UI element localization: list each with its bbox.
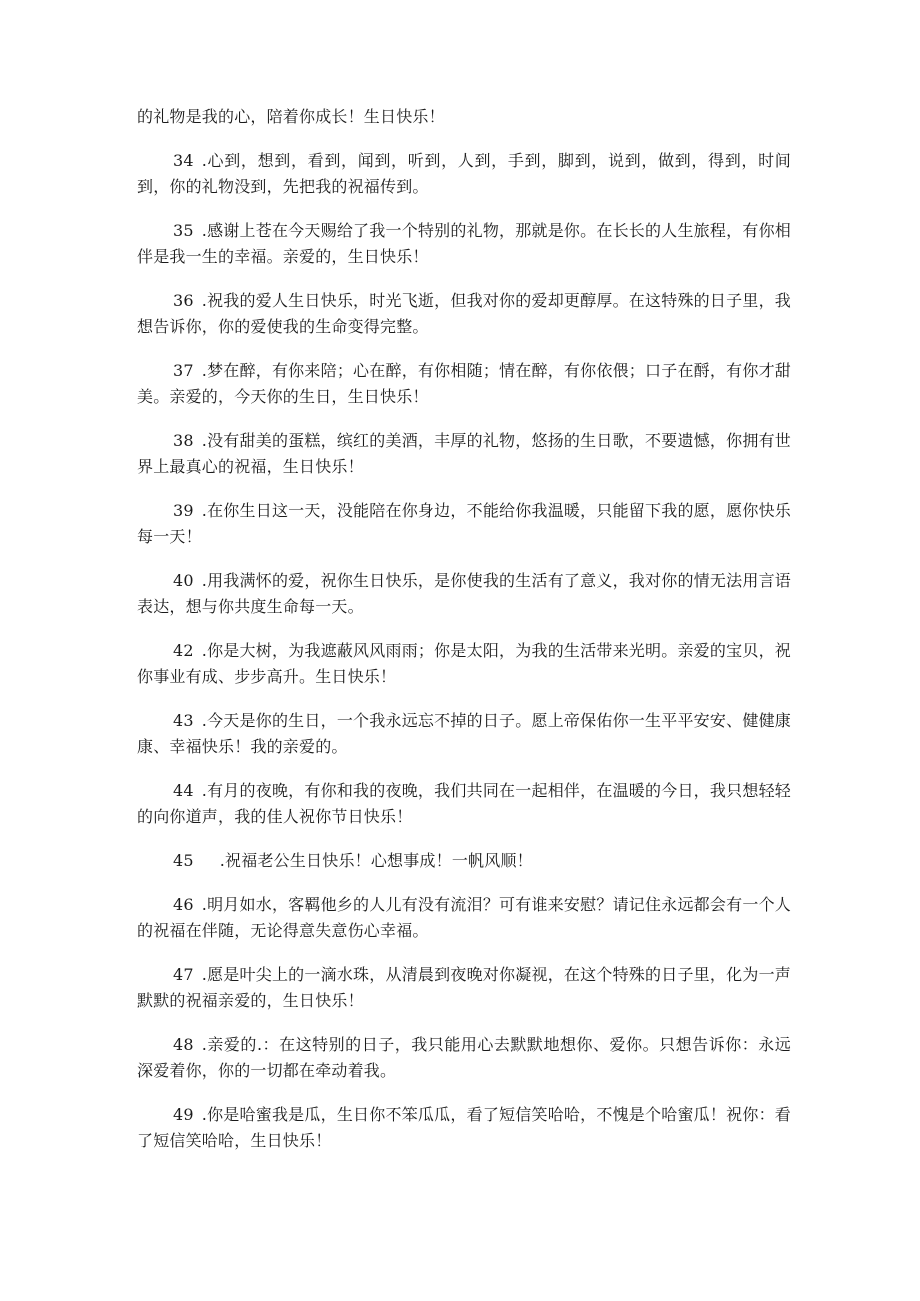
list-item — [137, 288, 791, 340]
item-number: 45 — [173, 851, 194, 870]
item-text: .祝福老公生日快乐！心想事成！一帆风顺！ — [219, 851, 533, 870]
item-number: 47 — [173, 965, 194, 984]
item-text: .你是大树，为我遮蔽风风雨雨；你是太阳，为我的生活带来光明。亲爱的宝贝，祝你事业有成、步步高升。生日快乐！ — [137, 641, 791, 686]
list-item — [137, 1102, 791, 1154]
item-text: .明月如水，客羁他乡的人儿有没有流泪？可有谁来安慰？请记住永远都会有一个人的祝福在伴随，无论得意失意伤心幸福。 — [137, 895, 791, 940]
item-number: 40 — [173, 571, 194, 590]
item-number: 38 — [173, 431, 194, 450]
list-item — [137, 358, 791, 410]
item-text: .愿是叶尖上的一滴水珠，从清晨到夜晚对你凝视，在这个特殊的日子里，化为一声默默的祝福亲爱的，生日快乐！ — [137, 965, 791, 1010]
item-text: .心到，想到，看到，闻到，听到，人到，手到，脚到，说到，做到，得到，时间到，你的礼物没到，先把我的祝福传到。 — [137, 151, 791, 196]
item-text: .祝我的爱人生日快乐，时光飞逝，但我对你的爱却更醇厚。在这特殊的日子里，我想告诉你，你的爱使我的生命变得完整。 — [137, 291, 791, 336]
item-text: .有月的夜晚，有你和我的夜晚，我们共同在一起相伴，在温暖的今日，我只想轻轻的向你道声，我的佳人祝你节日快乐！ — [137, 781, 791, 826]
list-item — [137, 428, 791, 480]
list-item — [137, 708, 791, 760]
item-text: .在你生日这一天，没能陪在你身边，不能给你我温暖，只能留下我的愿，愿你快乐每一天！ — [137, 501, 791, 546]
item-text: .你是哈蜜我是瓜，生日你不笨瓜瓜，看了短信笑哈哈，不愧是个哈蜜瓜！祝你：看了短信笑哈哈，生日快乐！ — [137, 1105, 791, 1150]
item-text: .今天是你的生日，一个我永远忘不掉的日子。愿上帝保佑你一生平平安安、健健康康、幸福快乐！我的亲爱的。 — [137, 711, 791, 756]
item-text: .梦在醉，有你来陪；心在醉，有你相随；情在醉，有你依偎；口子在酹，有你才甜美。亲爱的，今天你的生日，生日快乐！ — [137, 361, 791, 406]
item-number: 36 — [173, 291, 194, 310]
list-item — [137, 148, 791, 200]
item-number: 35 — [173, 221, 194, 240]
item-number: 44 — [173, 781, 194, 800]
item-number: 43 — [173, 711, 194, 730]
item-number: 34 — [173, 151, 194, 170]
list-item — [137, 778, 791, 830]
item-text: .亲爱的.：在这特别的日子，我只能用心去默默地想你、爱你。只想告诉你：永远深爱着你，你的一切都在牵动着我。 — [137, 1035, 791, 1080]
item-number: 37 — [173, 361, 194, 380]
item-number: 46 — [173, 895, 194, 914]
item-number: 48 — [173, 1035, 194, 1054]
item-number: 42 — [173, 641, 194, 660]
list-item — [137, 962, 791, 1014]
intro-paragraph: 的礼物是我的心，陪着你成长！生日快乐！ — [137, 107, 445, 126]
list-item — [137, 498, 791, 550]
item-number: 39 — [173, 501, 194, 520]
document-body — [137, 104, 791, 1172]
list-item — [137, 848, 791, 874]
list-item — [137, 638, 791, 690]
item-text: .感谢上苍在今天赐给了我一个特别的礼物，那就是你。在长长的人生旅程，有你相伴是我一生的幸福。亲爱的，生日快乐！ — [137, 221, 791, 266]
list-item — [137, 568, 791, 620]
list-item — [137, 1032, 791, 1084]
list-item — [137, 218, 791, 270]
item-text: .用我满怀的爱，祝你生日快乐，是你使我的生活有了意义，我对你的情无法用言语表达，想与你共度生命每一天。 — [137, 571, 791, 616]
list-item — [137, 892, 791, 944]
item-text: .没有甜美的蛋糕，缤红的美酒，丰厚的礼物，悠扬的生日歌，不要遗憾，你拥有世界上最真心的祝福，生日快乐！ — [137, 431, 791, 476]
item-number: 49 — [173, 1105, 194, 1124]
